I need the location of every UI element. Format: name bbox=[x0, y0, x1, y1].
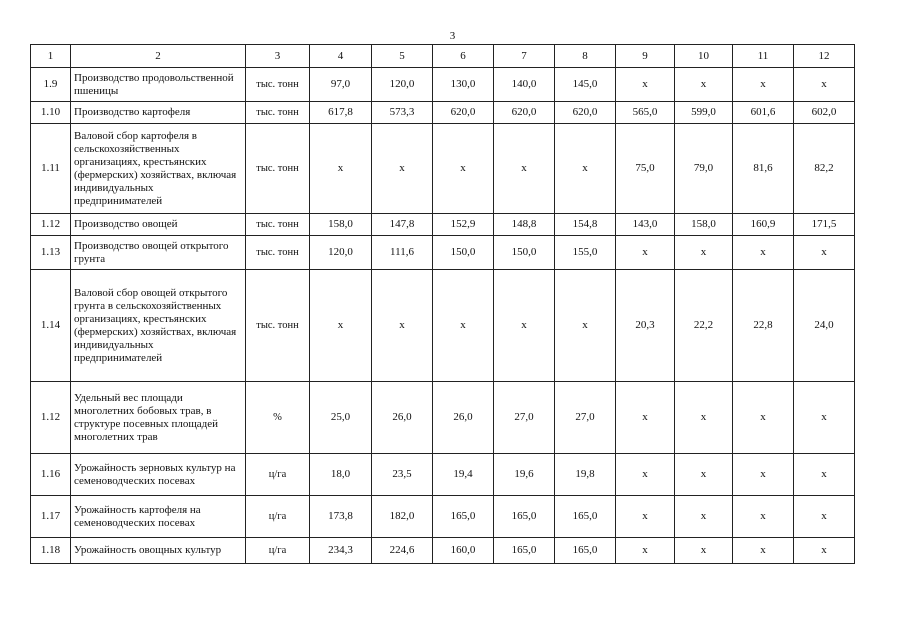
unit-cell: тыс. тонн bbox=[246, 102, 310, 124]
value-cell: 19,4 bbox=[433, 454, 494, 496]
value-cell: 140,0 bbox=[494, 68, 555, 102]
value-cell: 22,2 bbox=[675, 270, 733, 382]
value-cell: x bbox=[675, 496, 733, 538]
value-cell: 25,0 bbox=[310, 382, 372, 454]
table-row bbox=[31, 496, 855, 538]
indicator-name-cell: Урожайность зерновых культур на семеноводческих посевах bbox=[71, 454, 246, 496]
value-cell: x bbox=[494, 124, 555, 214]
value-cell: x bbox=[616, 454, 675, 496]
value-cell: 573,3 bbox=[372, 102, 433, 124]
value-cell: 158,0 bbox=[310, 214, 372, 236]
unit-cell: тыс. тонн bbox=[246, 270, 310, 382]
unit-cell: тыс. тонн bbox=[246, 68, 310, 102]
value-cell: 160,9 bbox=[733, 214, 794, 236]
table-row bbox=[31, 102, 855, 124]
column-header: 2 bbox=[71, 45, 246, 68]
row-number-cell: 1.11 bbox=[31, 124, 71, 214]
value-cell: x bbox=[794, 236, 855, 270]
value-cell: x bbox=[733, 236, 794, 270]
indicator-name-cell: Урожайность картофеля на семеноводческих посевах bbox=[71, 496, 246, 538]
row-number-cell: 1.16 bbox=[31, 454, 71, 496]
value-cell: x bbox=[616, 496, 675, 538]
value-cell: 111,6 bbox=[372, 236, 433, 270]
value-cell: 601,6 bbox=[733, 102, 794, 124]
indicator-name-cell: Валовой сбор картофеля в сельскохозяйственных организациях, крестьянских (фермерских) хозяйствах, включая индивидуальных предпринимателей bbox=[71, 124, 246, 214]
value-cell: 152,9 bbox=[433, 214, 494, 236]
column-header: 9 bbox=[616, 45, 675, 68]
value-cell: x bbox=[310, 124, 372, 214]
value-cell: x bbox=[494, 270, 555, 382]
page-number: 3 bbox=[449, 30, 456, 42]
indicators-table bbox=[30, 44, 855, 564]
row-number-cell: 1.10 bbox=[31, 102, 71, 124]
value-cell: x bbox=[794, 538, 855, 564]
row-number-cell: 1.9 bbox=[31, 68, 71, 102]
column-header: 1 bbox=[31, 45, 71, 68]
value-cell: x bbox=[794, 68, 855, 102]
value-cell: x bbox=[733, 454, 794, 496]
value-cell: x bbox=[733, 496, 794, 538]
value-cell: x bbox=[675, 382, 733, 454]
indicator-name-cell: Урожайность овощных культур bbox=[71, 538, 246, 564]
indicator-name-cell: Удельный вес площади многолетних бобовых трав, в структуре посевных площадей многолетних трав bbox=[71, 382, 246, 454]
value-cell: x bbox=[616, 68, 675, 102]
column-header: 12 bbox=[794, 45, 855, 68]
table-row bbox=[31, 124, 855, 214]
unit-cell: % bbox=[246, 382, 310, 454]
value-cell: 120,0 bbox=[372, 68, 433, 102]
value-cell: 150,0 bbox=[494, 236, 555, 270]
value-cell: 20,3 bbox=[616, 270, 675, 382]
unit-cell: тыс. тонн bbox=[246, 214, 310, 236]
value-cell: x bbox=[794, 496, 855, 538]
column-header: 6 bbox=[433, 45, 494, 68]
value-cell: 147,8 bbox=[372, 214, 433, 236]
value-cell: 154,8 bbox=[555, 214, 616, 236]
indicator-name-cell: Производство продовольственной пшеницы bbox=[71, 68, 246, 102]
value-cell: 158,0 bbox=[675, 214, 733, 236]
value-cell: x bbox=[433, 270, 494, 382]
unit-cell: ц/га bbox=[246, 496, 310, 538]
value-cell: x bbox=[555, 124, 616, 214]
column-header: 11 bbox=[733, 45, 794, 68]
table-row bbox=[31, 538, 855, 564]
table-row bbox=[31, 68, 855, 102]
value-cell: 165,0 bbox=[555, 538, 616, 564]
column-header: 3 bbox=[246, 45, 310, 68]
value-cell: 26,0 bbox=[433, 382, 494, 454]
value-cell: 19,6 bbox=[494, 454, 555, 496]
value-cell: 150,0 bbox=[433, 236, 494, 270]
column-header: 8 bbox=[555, 45, 616, 68]
value-cell: 22,8 bbox=[733, 270, 794, 382]
value-cell: x bbox=[733, 68, 794, 102]
value-cell: 620,0 bbox=[433, 102, 494, 124]
unit-cell: тыс. тонн bbox=[246, 124, 310, 214]
column-header: 4 bbox=[310, 45, 372, 68]
value-cell: x bbox=[675, 538, 733, 564]
value-cell: 19,8 bbox=[555, 454, 616, 496]
row-number-cell: 1.14 bbox=[31, 270, 71, 382]
value-cell: 565,0 bbox=[616, 102, 675, 124]
value-cell: x bbox=[310, 270, 372, 382]
value-cell: 160,0 bbox=[433, 538, 494, 564]
value-cell: x bbox=[675, 236, 733, 270]
table-row bbox=[31, 270, 855, 382]
value-cell: 75,0 bbox=[616, 124, 675, 214]
value-cell: 18,0 bbox=[310, 454, 372, 496]
value-cell: 27,0 bbox=[555, 382, 616, 454]
table-row bbox=[31, 214, 855, 236]
value-cell: 602,0 bbox=[794, 102, 855, 124]
row-number-cell: 1.12 bbox=[31, 214, 71, 236]
value-cell: 182,0 bbox=[372, 496, 433, 538]
indicator-name-cell: Валовой сбор овощей открытого грунта в сельскохозяйственных организациях, крестьянских (фермерских) хозяйствах, включая индивидуальных предпринимателей bbox=[71, 270, 246, 382]
table-row bbox=[31, 382, 855, 454]
value-cell: x bbox=[733, 538, 794, 564]
table-row bbox=[31, 236, 855, 270]
table-row bbox=[31, 454, 855, 496]
unit-cell: ц/га bbox=[246, 454, 310, 496]
value-cell: 120,0 bbox=[310, 236, 372, 270]
value-cell: 148,8 bbox=[494, 214, 555, 236]
value-cell: 171,5 bbox=[794, 214, 855, 236]
table-body bbox=[31, 45, 855, 564]
value-cell: 620,0 bbox=[494, 102, 555, 124]
column-header: 5 bbox=[372, 45, 433, 68]
value-cell: x bbox=[372, 270, 433, 382]
value-cell: 165,0 bbox=[433, 496, 494, 538]
row-number-cell: 1.17 bbox=[31, 496, 71, 538]
value-cell: 27,0 bbox=[494, 382, 555, 454]
value-cell: 173,8 bbox=[310, 496, 372, 538]
value-cell: 165,0 bbox=[494, 538, 555, 564]
value-cell: 234,3 bbox=[310, 538, 372, 564]
value-cell: x bbox=[616, 236, 675, 270]
value-cell: 24,0 bbox=[794, 270, 855, 382]
value-cell: 155,0 bbox=[555, 236, 616, 270]
value-cell: x bbox=[555, 270, 616, 382]
value-cell: x bbox=[794, 382, 855, 454]
value-cell: x bbox=[372, 124, 433, 214]
table-header-row bbox=[31, 45, 855, 68]
row-number-cell: 1.18 bbox=[31, 538, 71, 564]
indicator-name-cell: Производство овощей bbox=[71, 214, 246, 236]
value-cell: x bbox=[794, 454, 855, 496]
value-cell: 165,0 bbox=[555, 496, 616, 538]
value-cell: 79,0 bbox=[675, 124, 733, 214]
value-cell: x bbox=[616, 382, 675, 454]
value-cell: 26,0 bbox=[372, 382, 433, 454]
value-cell: 97,0 bbox=[310, 68, 372, 102]
value-cell: 145,0 bbox=[555, 68, 616, 102]
value-cell: x bbox=[675, 68, 733, 102]
value-cell: 599,0 bbox=[675, 102, 733, 124]
unit-cell: ц/га bbox=[246, 538, 310, 564]
value-cell: x bbox=[733, 382, 794, 454]
value-cell: x bbox=[616, 538, 675, 564]
value-cell: 23,5 bbox=[372, 454, 433, 496]
column-header: 10 bbox=[675, 45, 733, 68]
value-cell: 165,0 bbox=[494, 496, 555, 538]
indicator-name-cell: Производство овощей открытого грунта bbox=[71, 236, 246, 270]
value-cell: 82,2 bbox=[794, 124, 855, 214]
value-cell: x bbox=[675, 454, 733, 496]
value-cell: 224,6 bbox=[372, 538, 433, 564]
row-number-cell: 1.12 bbox=[31, 382, 71, 454]
row-number-cell: 1.13 bbox=[31, 236, 71, 270]
value-cell: 130,0 bbox=[433, 68, 494, 102]
value-cell: 81,6 bbox=[733, 124, 794, 214]
column-header: 7 bbox=[494, 45, 555, 68]
value-cell: x bbox=[433, 124, 494, 214]
value-cell: 143,0 bbox=[616, 214, 675, 236]
value-cell: 620,0 bbox=[555, 102, 616, 124]
unit-cell: тыс. тонн bbox=[246, 236, 310, 270]
indicator-name-cell: Производство картофеля bbox=[71, 102, 246, 124]
value-cell: 617,8 bbox=[310, 102, 372, 124]
